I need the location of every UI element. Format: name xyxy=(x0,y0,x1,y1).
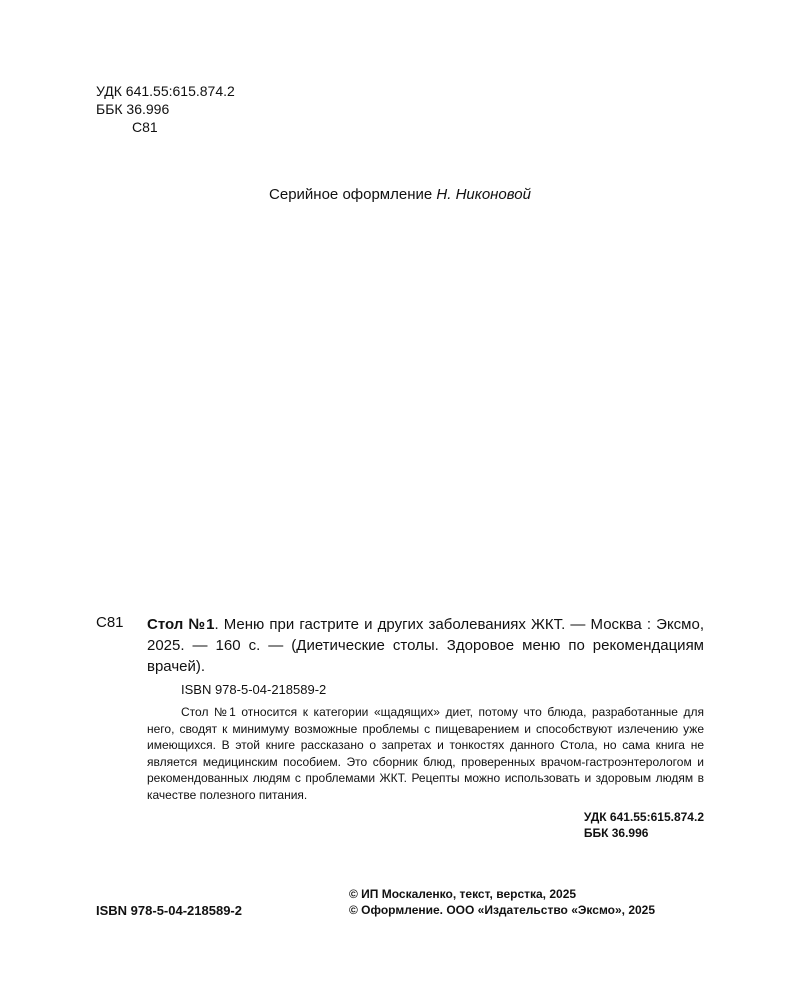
book-description: . Меню при гастрите и других заболеваниях ЖКТ. — Москва : Эксмо, 2025. — 160 с. — (Диетические столы. Здоровое меню по рекомендациям врачей). xyxy=(147,616,704,675)
footer-isbn: ISBN 978-5-04-218589-2 xyxy=(96,903,242,918)
series-designer-name: Н. Никоновой xyxy=(436,186,531,203)
card-udk-code: УДК 641.55:615.874.2 xyxy=(583,810,704,824)
book-title: Стол №1 xyxy=(147,616,215,633)
annotation-text: Стол №1 относится к категории «щадящих» диет, потому что блюда, разработанные для него, сводят к минимуму возможные проблемы с пищеварением и способствуют излечению уже имеющихся. В этой книге рассказано о запретах и тонкостях данного Стола, но сама книга не является медицинским пособием. Это сборник блюд, проверенных врачом-гастроэнтерологом и рекомендованных людям с проблемами ЖКТ. Рецепты можно использовать и здоровым людям в качестве полезного питания. xyxy=(147,705,704,802)
card-bbk-code: ББК 36.996 xyxy=(583,826,649,840)
copyright-block xyxy=(349,886,655,918)
card-author-sign: С81 xyxy=(96,614,124,631)
card-isbn: ISBN 978-5-04-218589-2 xyxy=(181,682,327,697)
udk-code: УДК 641.55:615.874.2 xyxy=(96,83,235,99)
bbk-code: ББК 36.996 xyxy=(96,101,170,117)
series-design-label: Серийное оформление xyxy=(269,186,433,203)
card-classification-codes xyxy=(584,809,704,841)
copyright-text: © ИП Москаленко, текст, верстка, 2025 xyxy=(349,887,577,901)
copyright-design: © Оформление. ООО «Издательство «Эксмо», 2025 xyxy=(349,903,656,917)
series-design-credit xyxy=(0,186,800,203)
bibliographic-description xyxy=(147,614,704,677)
author-sign: С81 xyxy=(132,119,158,135)
classification-block xyxy=(96,82,235,136)
